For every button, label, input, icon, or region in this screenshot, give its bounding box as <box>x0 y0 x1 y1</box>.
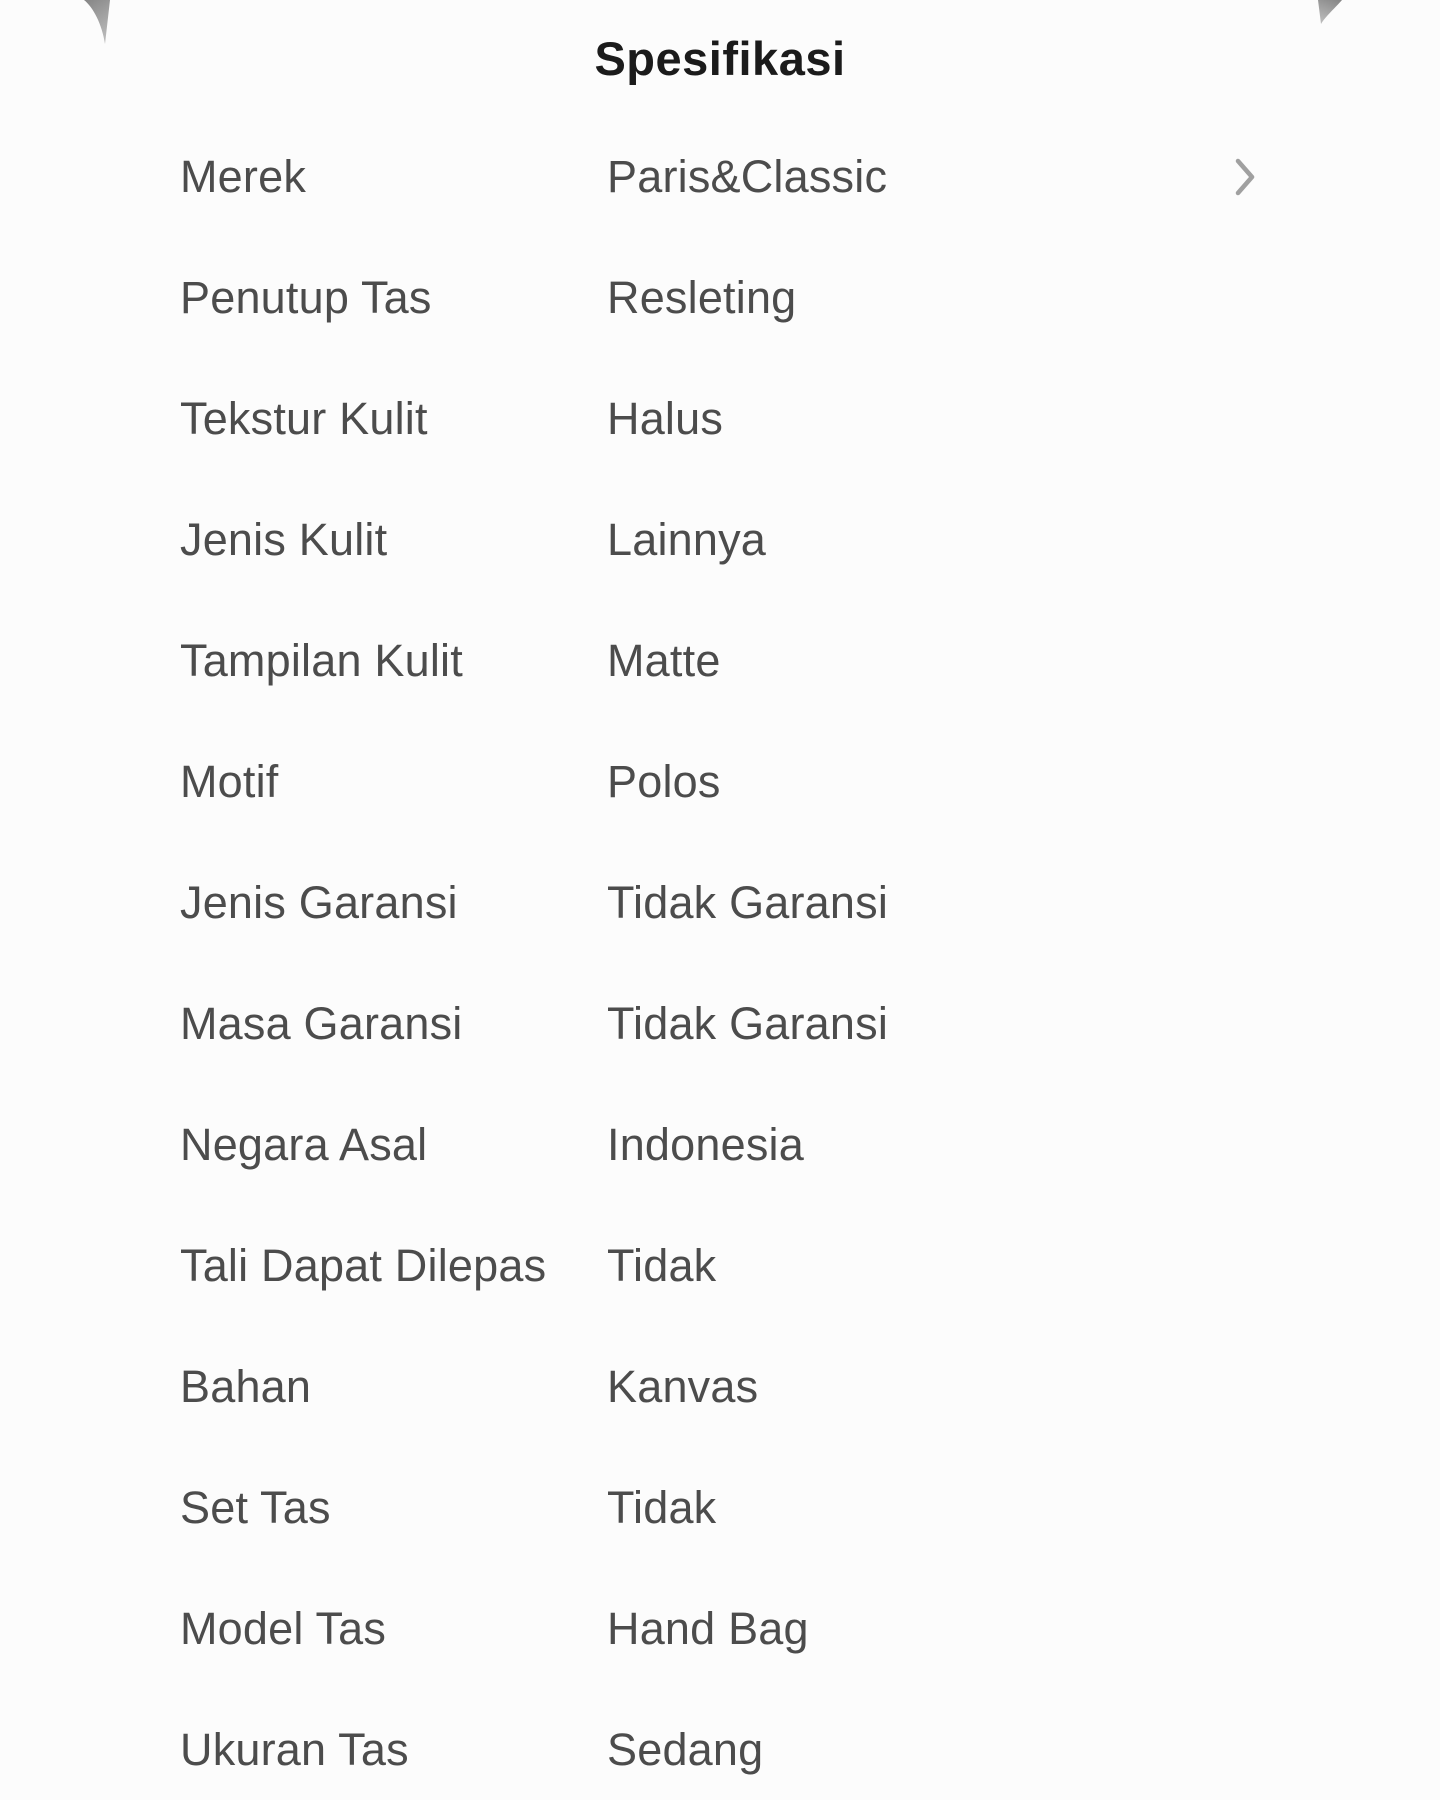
corner-curl-right-icon <box>1312 0 1342 26</box>
spec-value: Matte <box>607 634 721 686</box>
spec-row <box>0 1689 1440 1800</box>
spec-label: Motif <box>180 755 279 807</box>
spec-value: Lainnya <box>607 513 767 565</box>
spec-row <box>0 1568 1440 1689</box>
spec-row <box>0 1447 1440 1568</box>
spec-label: Tali Dapat Dilepas <box>180 1239 547 1291</box>
spec-row <box>0 237 1440 358</box>
spec-row <box>0 1326 1440 1447</box>
spec-label: Ukuran Tas <box>180 1723 409 1775</box>
spec-value: Tidak <box>607 1481 717 1533</box>
spec-value: Tidak <box>607 1239 717 1291</box>
spec-value: Hand Bag <box>607 1602 809 1654</box>
spec-value: Sedang <box>607 1723 764 1775</box>
spec-value: Kanvas <box>607 1360 759 1412</box>
spec-value: Indonesia <box>607 1118 804 1170</box>
spec-row <box>0 358 1440 479</box>
spec-label: Tampilan Kulit <box>180 634 463 686</box>
spec-label: Merek <box>180 150 307 202</box>
chevron-right-icon <box>1232 155 1258 199</box>
spec-row <box>0 1084 1440 1205</box>
spec-value: Tidak Garansi <box>607 876 889 928</box>
spec-row <box>0 721 1440 842</box>
spec-row <box>0 1205 1440 1326</box>
spec-row <box>0 600 1440 721</box>
page-title: Spesifikasi <box>594 31 846 85</box>
spec-label: Set Tas <box>180 1481 331 1533</box>
corner-curl-left-icon <box>84 0 114 46</box>
spec-value: Polos <box>607 755 721 807</box>
spec-row <box>0 963 1440 1084</box>
spec-value: Paris&Classic <box>607 150 888 202</box>
spec-label: Penutup Tas <box>180 271 432 323</box>
spec-label: Jenis Garansi <box>180 876 458 928</box>
spec-label: Bahan <box>180 1360 312 1412</box>
spec-label: Tekstur Kulit <box>180 392 428 444</box>
spec-row <box>0 842 1440 963</box>
spec-value: Tidak Garansi <box>607 997 889 1049</box>
spec-label: Masa Garansi <box>180 997 463 1049</box>
section-header <box>0 0 1440 116</box>
spec-value: Resleting <box>607 271 797 323</box>
spec-value: Halus <box>607 392 724 444</box>
spec-row <box>0 479 1440 600</box>
spec-row-brand[interactable] <box>0 116 1440 237</box>
spec-label: Negara Asal <box>180 1118 428 1170</box>
spec-label: Jenis Kulit <box>180 513 388 565</box>
specification-list <box>0 116 1440 1800</box>
spec-label: Model Tas <box>180 1602 387 1654</box>
